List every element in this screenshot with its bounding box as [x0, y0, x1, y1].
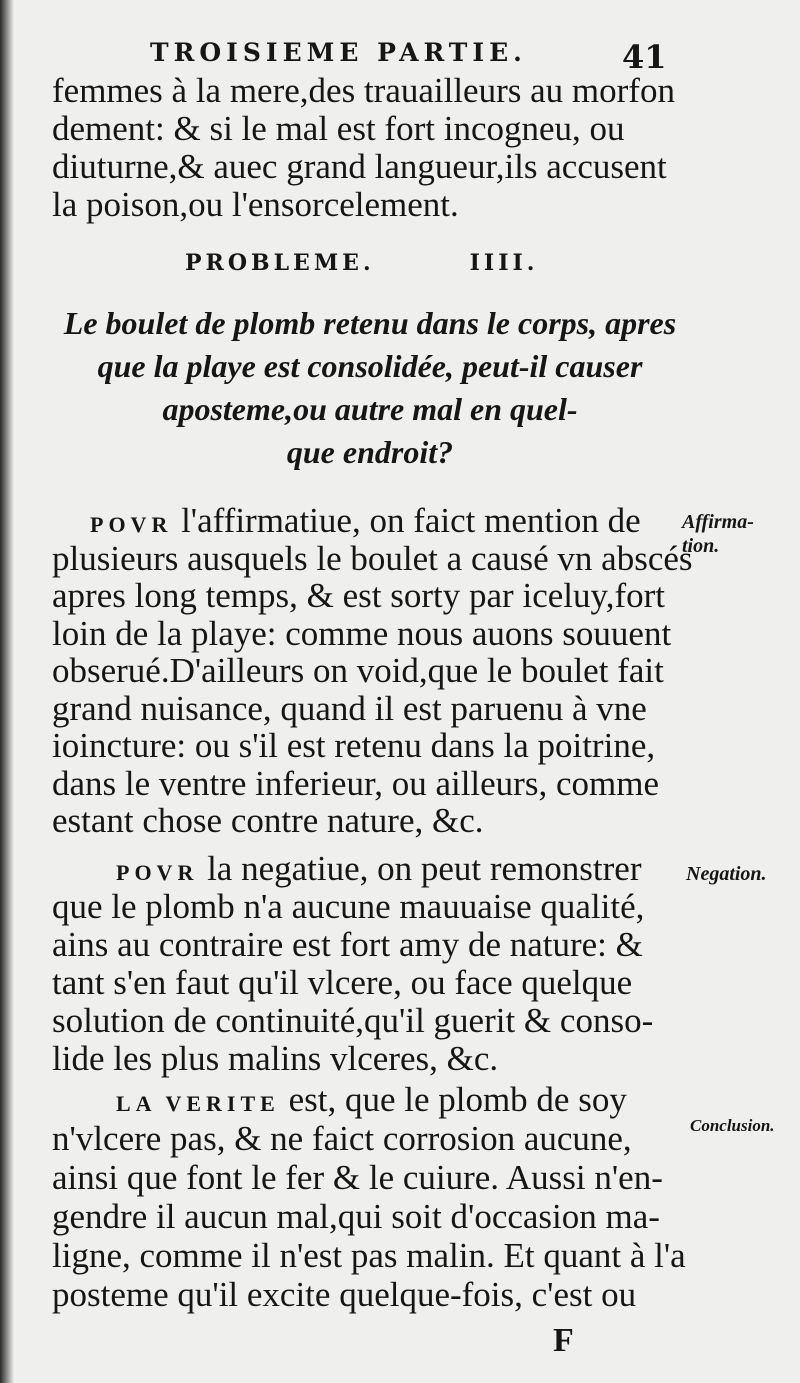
text-line: que le plomb n'a aucune mauuaise qualité, — [52, 887, 645, 926]
signature-mark: F — [553, 1322, 574, 1359]
text-line — [52, 1080, 686, 1119]
text-line: lide les plus malins vlceres, &c. — [52, 1039, 499, 1078]
probleme-number: IIII. — [469, 250, 539, 276]
paragraph-first-line: est, que le plomb de soy — [279, 1080, 627, 1119]
text-line: ainsi que font le fer & le cuiure. Aussi n'en- — [52, 1158, 663, 1197]
text-line: estant chose contre nature, &c. — [52, 801, 484, 840]
text-line: n'vlcere pas, & ne faict corrosion aucune, — [52, 1119, 632, 1158]
text-line: tant s'en faut qu'il vlcere, ou face quelque — [52, 963, 633, 1002]
paragraph-first-line: la negatiue, on peut remonstrer — [198, 849, 642, 888]
title-line: que la playe est consolidée, peut-il causer — [97, 348, 643, 384]
title-line: Le boulet de plomb retenu dans le corps, apres — [63, 305, 677, 341]
text-line: dans le ventre inferieur, ou ailleurs, comme — [52, 763, 659, 803]
paragraph-lead: LA VERITE — [116, 1091, 280, 1116]
running-head: TROISIEME PARTIE. — [150, 38, 527, 67]
probleme-title — [40, 302, 700, 474]
text-line: apres long temps, & est sorty par iceluy,fort — [52, 576, 665, 615]
text-line: posteme qu'il excite quelque-fois, c'est ou — [52, 1275, 637, 1314]
text-line: la poison,ou l'ensorcelement. — [52, 185, 459, 224]
text-line: grand nuisance, quand il est paruenu à vne — [52, 688, 647, 728]
margin-note-line: Affirma- — [682, 511, 754, 533]
top-paragraph — [52, 72, 675, 224]
text-line: plusieurs ausquels le boulet a causé vn abscés — [52, 538, 693, 578]
text-line: gendre il aucun mal,qui soit d'occasion ma- — [52, 1197, 660, 1236]
page-number: 41 — [622, 38, 667, 76]
margin-note-line: tion. — [682, 535, 720, 557]
text-line — [52, 850, 653, 888]
probleme-label: PROBLEME. — [185, 250, 375, 276]
margin-note-conclusion: Conclusion. — [690, 1116, 775, 1135]
text-line: femmes à la mere,des trauailleurs au morfon — [52, 71, 675, 110]
text-line: ligne, comme il n'est pas malin. Et quant à l'a — [52, 1236, 686, 1275]
text-line: obserué.D'ailleurs on void,que le boulet fait — [52, 651, 664, 690]
probleme-heading — [185, 250, 538, 276]
paragraph-lead: POVR — [90, 512, 173, 537]
text-line: loin de la playe: comme nous auons souuent — [52, 613, 672, 653]
text-line: dement: & si le mal est fort incogneu, ou — [52, 109, 625, 148]
paragraph-first-line: l'affirmatiue, on faict mention de — [172, 501, 641, 540]
negation-paragraph — [52, 850, 653, 1078]
title-line: aposteme,ou autre mal en quel- — [162, 391, 578, 427]
text-line: diuturne,& auec grand langueur,ils accusent — [52, 147, 667, 186]
page-gutter-shadow — [0, 0, 14, 1383]
conclusion-paragraph — [52, 1080, 686, 1314]
text-line: solution de continuité,qu'il guerit & conso- — [52, 1001, 654, 1040]
text-line: ioincture: ou s'il est retenu dans la poitrine, — [52, 726, 656, 765]
text-line: ains au contraire est fort amy de nature: & — [52, 925, 643, 964]
paragraph-lead: POVR — [116, 860, 199, 885]
title-line: que endroit? — [286, 434, 454, 470]
margin-note-affirmation — [682, 510, 792, 558]
text-line — [52, 502, 693, 540]
affirmation-paragraph — [52, 502, 693, 840]
margin-note-negation: Negation. — [686, 863, 767, 885]
